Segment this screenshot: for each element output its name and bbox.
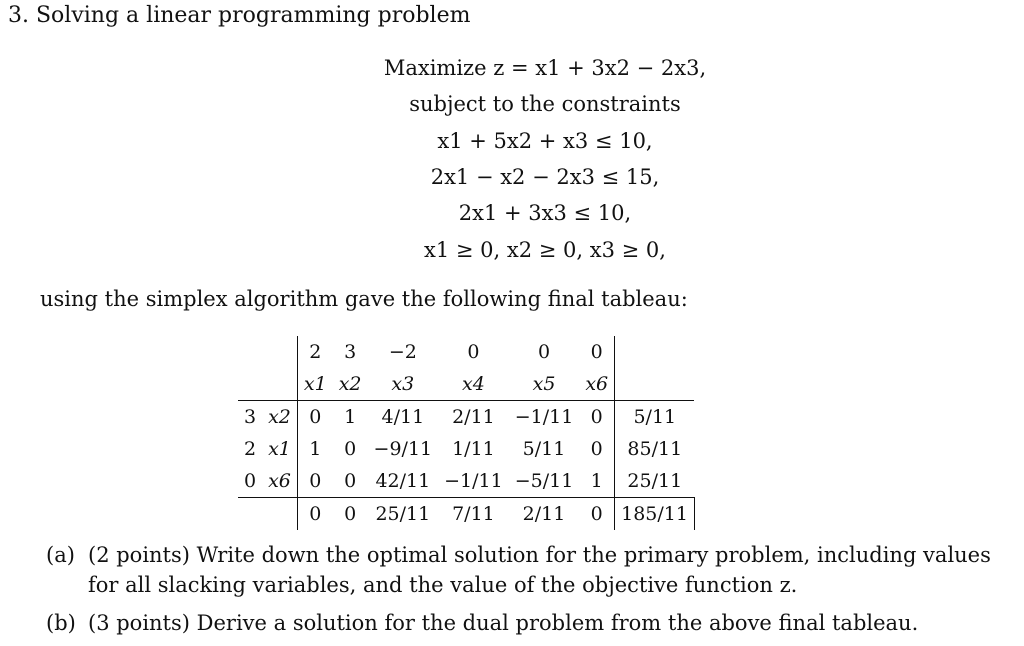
tableau-cell: −1/11 <box>438 465 509 498</box>
tableau-cell: −9/11 <box>373 438 433 460</box>
tableau-cell: 0 <box>297 465 332 498</box>
reduced-cost-cell: 0 <box>344 503 357 525</box>
tableau-cell: 0 <box>333 465 368 498</box>
basis-variable: x1 <box>262 433 297 465</box>
cost-cell: −2 <box>388 341 417 363</box>
cost-cell: 3 <box>344 341 357 363</box>
basis-cost: 0 <box>238 465 262 498</box>
tableau-cell: −5/11 <box>509 465 580 498</box>
tableau-row <box>238 433 694 465</box>
reduced-cost-cell: 0 <box>579 498 614 531</box>
tableau-row <box>238 401 694 434</box>
basis-cost: 3 <box>238 401 262 434</box>
cost-cell: 0 <box>537 341 551 363</box>
question-text: (3 points) Derive a solution for the dual problem from the above final tableau. <box>88 611 919 635</box>
reduced-cost-cell: 25/11 <box>375 503 431 525</box>
constraint-2: 2x1 − x2 − 2x3 ≤ 15, <box>430 165 660 189</box>
cost-cell: 0 <box>579 336 614 368</box>
tableau-row <box>238 465 694 498</box>
tableau-cell: 4/11 <box>368 401 439 434</box>
rhs-cell: 5/11 <box>615 401 695 434</box>
final-simplex-tableau <box>238 336 695 530</box>
question-label: (a) <box>46 543 75 567</box>
tableau-cell: 1 <box>309 438 322 460</box>
tableau-cell: 0 <box>344 438 357 460</box>
cost-cell: 2 <box>309 341 322 363</box>
tableau-cell: 0 <box>579 433 614 465</box>
rhs-cell: 85/11 <box>627 438 683 460</box>
tableau-cell: 0 <box>297 401 332 434</box>
question-text: (2 points) Write down the optimal solution for the primary problem, including values for all slacking variables, and the value of the objective function z. <box>88 543 991 597</box>
variable-header: x6 <box>579 368 614 401</box>
objective-expression: z = x1 + 3x2 − 2x3, <box>493 56 707 80</box>
constraints-intro: subject to the constraints <box>409 92 681 116</box>
reduced-cost-cell: 2/11 <box>522 503 566 525</box>
tableau-cell: 2/11 <box>438 401 509 434</box>
constraint-1: x1 + 5x2 + x3 ≤ 10, <box>437 129 653 153</box>
basis-variable: x2 <box>262 401 297 434</box>
rhs-cell: 25/11 <box>615 465 695 498</box>
objective-label: Maximize <box>383 56 487 80</box>
variable-header: x1 <box>303 373 327 395</box>
cost-cell: 0 <box>467 341 480 363</box>
question-b <box>46 608 1013 638</box>
reduced-cost-cell: 7/11 <box>452 503 495 525</box>
cost-row <box>238 336 694 368</box>
variable-header-row <box>238 368 694 401</box>
variable-header: x4 <box>462 373 485 395</box>
basis-variable: x6 <box>262 465 297 498</box>
reduced-cost-cell: 0 <box>309 503 322 525</box>
tableau-cell: 42/11 <box>368 465 439 498</box>
tableau-intro: using the simplex algorithm gave the following final tableau: <box>40 287 688 311</box>
constraint-3: 2x1 + 3x3 ≤ 10, <box>458 201 632 225</box>
objective-value-cell: 185/11 <box>615 498 695 531</box>
tableau-cell: 1 <box>579 465 614 498</box>
question-a <box>46 540 1013 600</box>
nonnegativity-constraints: x1 ≥ 0, x2 ≥ 0, x3 ≥ 0, <box>424 238 666 262</box>
question-label: (b) <box>46 611 76 635</box>
tableau-cell: 1 <box>333 401 368 434</box>
tableau-cell: −1/11 <box>509 401 580 434</box>
tableau-cell: 0 <box>579 401 614 434</box>
problem-title: 3. Solving a linear programming problem <box>8 3 471 28</box>
tableau-cell: 1/11 <box>452 438 495 460</box>
basis-cost: 2 <box>244 438 257 460</box>
bottom-row <box>238 498 694 531</box>
objective-line <box>250 56 840 80</box>
tableau-cell: 5/11 <box>522 438 566 460</box>
variable-header: x3 <box>391 373 415 395</box>
variable-header: x2 <box>338 373 362 395</box>
variable-header: x5 <box>532 373 556 395</box>
